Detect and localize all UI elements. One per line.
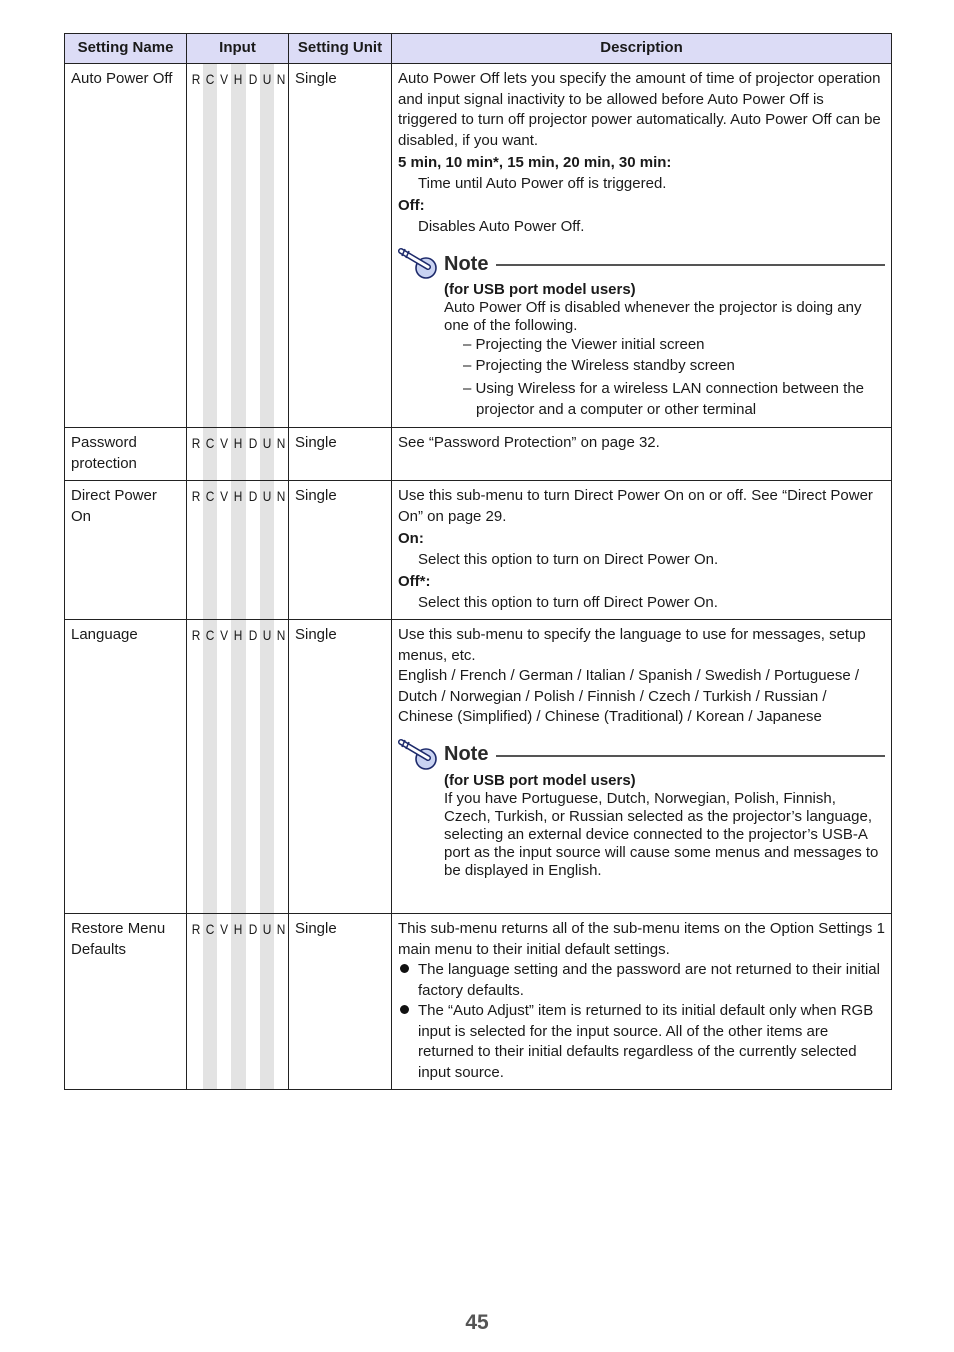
description-cell	[392, 481, 892, 620]
input-letter: D	[248, 435, 257, 451]
description-cell	[392, 914, 892, 1090]
input-letter: D	[248, 488, 257, 504]
option-label: Off:	[398, 197, 425, 214]
description-text: Use this sub-menu to turn Direct Power On on or off. See “Direct Power On” on page 29.	[398, 487, 873, 525]
note-divider	[496, 264, 885, 266]
description-text: This sub-menu returns all of the sub-menu items on the Option Settings 1 main menu to their initial default settings.	[398, 920, 885, 958]
input-letter: R	[191, 921, 201, 937]
input-letter: V	[220, 627, 229, 643]
input-letter: U	[262, 435, 272, 451]
bullet-item	[398, 960, 885, 1001]
setting-unit: Single	[289, 914, 392, 1090]
option-label: Off*:	[398, 573, 431, 590]
input-letter: C	[205, 921, 215, 937]
input-letter: H	[234, 488, 243, 504]
input-letters	[187, 914, 288, 940]
input-letter: R	[191, 488, 201, 504]
input-letter: N	[276, 435, 286, 451]
note-text: If you have Portuguese, Dutch, Norwegian, Polish, Finnish, Czech, Turkish, or Russian selected as the projector’s language, selecting an external device connected to the projector’s USB-A port as the input source will cause some menus and messages to be displayed in English.	[444, 789, 879, 879]
input-letter: C	[205, 627, 215, 643]
input-stripes	[187, 914, 288, 1089]
input-letter: U	[262, 921, 272, 937]
bullet-text: The language setting and the password are not returned to their initial factory defaults.	[418, 961, 880, 999]
setting-name: Direct Power On	[65, 481, 187, 620]
input-letter: R	[191, 627, 201, 643]
note-text: Auto Power Off is disabled whenever the projector is doing any one of the following.	[444, 299, 862, 334]
input-letter: C	[205, 435, 215, 451]
table-row	[65, 64, 892, 428]
input-cell	[187, 914, 289, 1090]
input-letter: N	[276, 71, 286, 87]
note-title: Note	[444, 743, 489, 766]
option-text: Select this option to turn off Direct Power On.	[418, 593, 718, 611]
option-label: On:	[398, 530, 424, 547]
option-text: Disables Auto Power Off.	[418, 217, 585, 235]
input-letter: C	[205, 71, 215, 87]
input-letter: R	[191, 71, 201, 87]
input-letter: H	[234, 435, 243, 451]
input-letter: V	[220, 488, 229, 504]
note-list-item: – Using Wireless for a wireless LAN connection between the projector and a computer or other terminal	[463, 380, 865, 418]
input-letters	[187, 64, 288, 90]
input-letter: D	[248, 627, 257, 643]
description-cell	[392, 620, 892, 914]
input-letters	[187, 481, 288, 507]
table-row	[65, 428, 892, 481]
setting-name: Auto Power Off	[65, 64, 187, 428]
bullet-dot-icon	[398, 960, 418, 1001]
input-letter: H	[234, 921, 243, 937]
setting-unit: Single	[289, 481, 392, 620]
bullet-dot-icon	[398, 1001, 418, 1083]
note-pencil-icon	[398, 738, 440, 772]
note-subtitle: (for USB port model users)	[444, 281, 636, 298]
input-letters	[187, 620, 288, 646]
input-letter: H	[234, 71, 243, 87]
input-letters	[187, 428, 288, 454]
language-list: English / French / German / Italian / Spanish / Swedish / Portuguese / Dutch / Norwegian / Polish / Finnish / Czech / Turkish / Russian / Chinese (Simplified) / Chinese (Traditional) / Korean / Japanese	[398, 667, 860, 725]
note-list-item: – Projecting the Viewer initial screen	[463, 336, 705, 353]
option-label: 5 min, 10 min*, 15 min, 20 min, 30 min:	[398, 154, 672, 171]
note-box	[398, 738, 885, 880]
note-title: Note	[444, 252, 489, 275]
setting-unit: Single	[289, 620, 392, 914]
input-cell	[187, 481, 289, 620]
input-letter: N	[276, 488, 286, 504]
header-setting-name: Setting Name	[65, 34, 187, 64]
input-letter: U	[262, 488, 272, 504]
input-cell	[187, 428, 289, 481]
setting-name: Language	[65, 620, 187, 914]
input-letter: H	[234, 627, 243, 643]
input-letter: C	[205, 488, 215, 504]
input-letter: V	[220, 71, 229, 87]
bullet-text: The “Auto Adjust” item is returned to its initial default only when RGB input is selected for the input source. All of the other items are returned to their initial defaults regardless of the currently selected input source.	[418, 1002, 874, 1081]
description-text: Use this sub-menu to specify the language to use for messages, setup menus, etc.	[398, 626, 866, 664]
input-letter: D	[248, 71, 257, 87]
note-box	[398, 247, 885, 420]
option-text: Time until Auto Power off is triggered.	[418, 174, 667, 192]
description-text: Auto Power Off lets you specify the amount of time of projector operation and input signal inactivity to be allowed before Auto Power Off is triggered to turn off projector power automatically. Auto Power Off can be disabled, if you want.	[398, 70, 881, 149]
table-row	[65, 481, 892, 620]
input-cell	[187, 620, 289, 914]
header-setting-unit: Setting Unit	[289, 34, 392, 64]
input-letter: N	[276, 627, 286, 643]
settings-table	[64, 33, 892, 1090]
setting-name: Restore Menu Defaults	[65, 914, 187, 1090]
input-stripes	[187, 64, 288, 427]
header-row	[65, 34, 892, 64]
table-row	[65, 620, 892, 914]
note-divider	[496, 755, 885, 757]
input-stripes	[187, 620, 288, 913]
input-cell	[187, 64, 289, 428]
input-letter: R	[191, 435, 201, 451]
input-letter: N	[276, 921, 286, 937]
input-letter: D	[248, 921, 257, 937]
description-text: See “Password Protection” on page 32.	[398, 434, 660, 451]
input-letter: V	[220, 921, 229, 937]
note-pencil-icon	[398, 247, 440, 281]
description-cell	[392, 64, 892, 428]
header-description: Description	[392, 34, 892, 64]
bullet-item	[398, 1001, 885, 1083]
description-cell	[392, 428, 892, 481]
input-letter: V	[220, 435, 229, 451]
note-subtitle: (for USB port model users)	[444, 771, 636, 789]
table-row	[65, 914, 892, 1090]
setting-name: Password protection	[65, 428, 187, 481]
header-input: Input	[187, 34, 289, 64]
option-text: Select this option to turn on Direct Power On.	[418, 550, 719, 568]
setting-unit: Single	[289, 428, 392, 481]
setting-unit: Single	[289, 64, 392, 428]
note-list-item: – Projecting the Wireless standby screen	[463, 357, 735, 374]
input-letter: U	[262, 627, 272, 643]
page-number: 45	[465, 1311, 489, 1334]
input-letter: U	[262, 71, 272, 87]
